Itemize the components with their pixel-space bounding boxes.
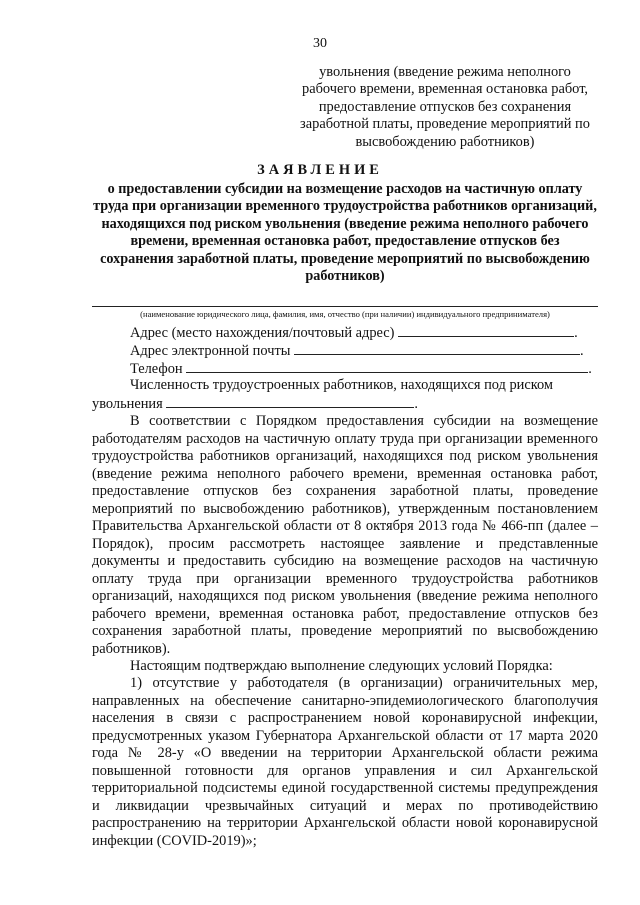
document-title: ЗАЯВЛЕНИЕ xyxy=(257,162,383,178)
phone-blank xyxy=(186,360,588,373)
email-label: Адрес электронной почты xyxy=(130,343,291,359)
email-blank xyxy=(294,342,580,355)
page-number: 30 xyxy=(313,36,327,51)
reference-block: увольнения (введение режима неполного рабочего времени, временная остановка работ, предоставление отпусков без сохранения заработной платы, проведение мероприятий по высвобождению работников) xyxy=(300,64,590,150)
email-row: Адрес электронной почты . xyxy=(130,343,584,359)
document-subtitle: о предоставлении субсидии на возмещение расходов на частичную оплату труда при организации временного трудоустройства работников организаций, находящихся под риском увольнения (введение режима неполного рабочего времени, временная остановка работ, предоставление отпусков без сохранения заработной платы, проведение мероприятий по высвобождению работников) xyxy=(93,181,597,285)
phone-row: Телефон . xyxy=(130,361,592,377)
employees-label-2: увольнения xyxy=(92,396,163,412)
employees-label: Численность трудоустроенных работников, находящихся под риском xyxy=(130,377,554,393)
employees-blank xyxy=(166,395,414,408)
paragraph-confirm: Настоящим подтверждаю выполнение следующих условий Порядка: xyxy=(130,658,553,674)
employees-count-row-2: увольнения . xyxy=(92,396,418,412)
applicant-name-line xyxy=(92,306,598,307)
paragraph-condition-1: 1) отсутствие у работодателя (в организации) ограничительных мер, направленных на обеспечение санитарно-эпидемиологического благополучия населения в связи с распространением новой коронавирусной инфекции, предусмотренных указом Губернатора Архангельской области от 17 марта 2020 года № 28-у «О введении на территории Архангельской области режима повышенной готовности для органов управления и сил Архангельской территориальной подсистемы единой государственной системы предупреждения и ликвидации чрезвычайных ситуаций и мерах по противодействию распространению на территории Архангельской области новой коронавирусной инфекции (COVID-2019)»; xyxy=(92,675,598,849)
employees-count-row xyxy=(92,377,598,395)
address-label: Адрес (место нахождения/почтовый адрес) xyxy=(130,325,395,341)
address-row: Адрес (место нахождения/почтовый адрес) . xyxy=(130,325,578,341)
phone-label: Телефон xyxy=(130,361,183,377)
address-blank xyxy=(398,324,574,337)
paragraph-request: В соответствии с Порядком предоставления субсидии на возмещение работодателям расходов на частичную оплату труда при организации временного трудоустройства работников организаций, находящихся под риском увольнения (введение режима неполного рабочего времени, временная остановка работ, предоставление отпусков без сохранения заработной платы, проведение мероприятий по высвобождению работников), утвержденным постановлением Правительства Архангельской области от 8 октября 2013 года № 466-пп (далее – Порядок), просим рассмотреть настоящее заявление и представленные документы и предоставить субсидию на возмещение расходов на частичную оплату труда при организации временного трудоустройства работников организаций, находящихся под риском увольнения (введение режима неполного рабочего времени, временная остановка работ, предоставление отпусков без сохранения заработной платы, проведение мероприятий по высвобождению работников). xyxy=(92,413,598,657)
applicant-caption: (наименование юридического лица, фамилия, имя, отчество (при наличии) индивидуального предпринимателя) xyxy=(140,309,550,319)
